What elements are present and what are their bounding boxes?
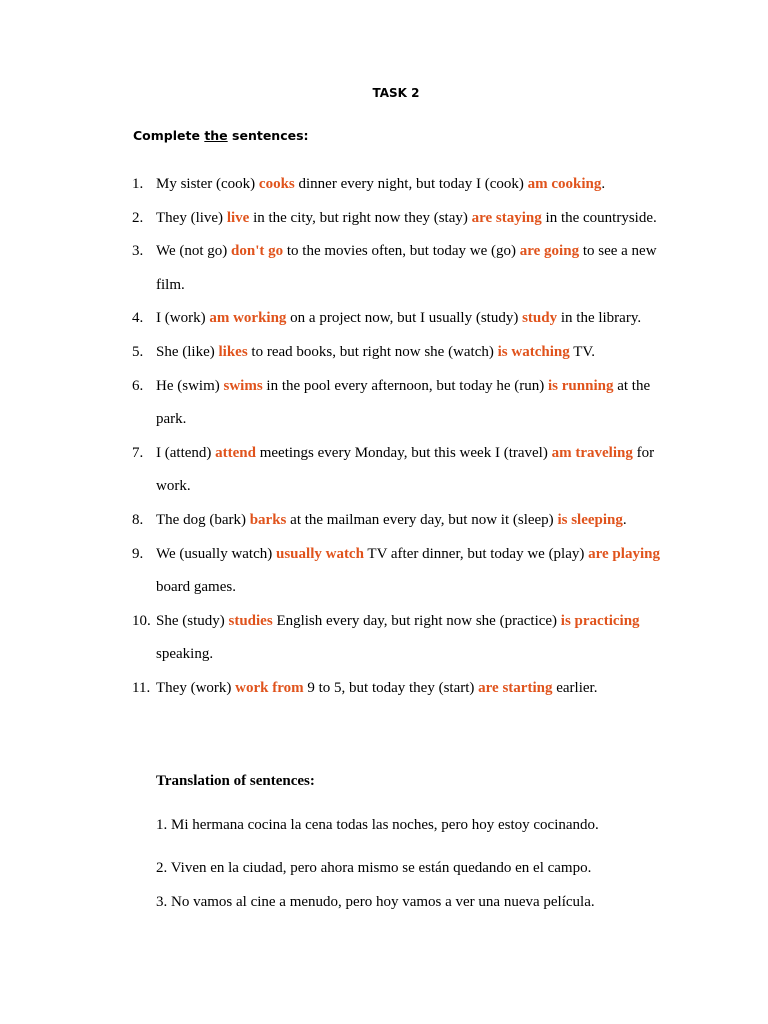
sentence-text: We (usually watch)	[156, 545, 276, 562]
answer-text: am cooking	[527, 176, 602, 192]
sentence-text: I (attend)	[156, 444, 216, 461]
sentence-text: I (work)	[156, 310, 210, 327]
answer-text: is running	[548, 377, 614, 394]
sentence-text: She (like)	[156, 343, 219, 360]
exercise-item	[132, 605, 672, 672]
sentence-text: in the city, but right now they (stay)	[249, 209, 472, 226]
sentence-text: to read books, but right now she (watch)	[247, 343, 498, 360]
sentence-text: The dog (bark)	[156, 511, 250, 528]
instruction-after: sentences:	[227, 128, 309, 143]
exercise-item	[132, 235, 672, 302]
sentence-text: to see a new film.	[156, 243, 657, 293]
sentence-text: English every day, but right now she (practice)	[272, 612, 561, 629]
instruction-underlined: the	[204, 128, 228, 143]
exercise-item	[132, 370, 672, 437]
answer-text: is sleeping	[557, 511, 623, 528]
sentence-text: in the library.	[557, 310, 642, 327]
answer-text: likes	[218, 343, 248, 360]
sentence-text: She (study)	[156, 612, 229, 629]
exercise-item	[132, 437, 672, 504]
answer-text: is practicing	[560, 612, 640, 629]
sentence-text: on a project now, but I usually (study)	[286, 310, 523, 327]
exercise-item	[132, 504, 672, 538]
sentence-text: They (live)	[156, 209, 227, 226]
answer-text: barks	[249, 511, 287, 528]
exercise-number: 7.	[132, 444, 144, 461]
sentence-text: TV.	[569, 343, 596, 360]
instruction-before: Complete	[133, 128, 205, 143]
exercise-number: 9.	[132, 545, 144, 562]
exercise-number: 5.	[132, 343, 144, 360]
answer-text: are going	[519, 243, 580, 260]
exercise-item	[132, 302, 672, 336]
answer-text: are playing	[588, 545, 660, 562]
exercise-number: 2.	[132, 209, 144, 226]
exercise-number: 4.	[132, 310, 144, 327]
answer-text: study	[522, 310, 558, 327]
sentence-text: for work.	[156, 444, 655, 495]
sentence-text: .	[622, 511, 627, 528]
sentence-text: My sister (cook)	[156, 176, 259, 192]
sentence-text: He (swim)	[156, 377, 224, 394]
exercise-number: 1.	[132, 176, 144, 192]
sentence-text: meetings every Monday, but this week I (travel)	[255, 444, 552, 461]
answer-text: swims	[223, 377, 263, 394]
exercise-number: 3.	[132, 243, 144, 260]
answer-text: live	[226, 209, 250, 226]
exercise-item	[132, 538, 672, 605]
exercise-number: 10.	[132, 612, 151, 629]
answer-text: studies	[228, 612, 273, 629]
sentence-text: at the park.	[156, 377, 651, 428]
exercise-number: 6.	[132, 377, 144, 394]
instruction	[133, 128, 309, 143]
answer-text: is watching	[497, 343, 570, 360]
sentence-text: in the pool every afternoon, but today he (run)	[262, 377, 549, 394]
exercise-number: 8.	[132, 511, 144, 528]
sentence-text: They (work)	[156, 679, 236, 696]
exercise-item	[132, 672, 672, 706]
answer-text: attend	[215, 444, 256, 461]
answer-text: are starting	[478, 679, 553, 696]
sentence-text: .	[601, 176, 606, 192]
sentence-text: TV after dinner, but today we (play)	[363, 545, 589, 562]
translation-3: 3. No vamos al cine a menudo, pero hoy vamos a ver una nueva película.	[156, 894, 595, 910]
answer-text: cooks	[258, 176, 295, 192]
sentence-text: earlier.	[552, 679, 598, 696]
answer-text: usually watch	[276, 545, 364, 562]
sentence-text: in the countryside.	[541, 209, 657, 226]
answer-text: am working	[209, 310, 287, 327]
translation-1: 1. Mi hermana cocina la cena todas las noches, pero hoy estoy cocinando.	[156, 817, 599, 833]
answer-text: don't go	[231, 243, 284, 260]
sentence-text: to the movies often, but today we (go)	[283, 243, 520, 260]
answer-text: work from	[235, 679, 304, 696]
task-title: TASK 2	[372, 86, 420, 100]
sentence-text: speaking.	[156, 646, 214, 663]
sentence-text: dinner every night, but today I (cook)	[294, 176, 528, 192]
sentence-text: at the mailman every day, but now it (sleep)	[286, 511, 558, 528]
exercise-item	[132, 336, 672, 370]
translation-heading: Translation of sentences:	[156, 773, 315, 789]
sentence-text: 9 to 5, but today they (start)	[303, 679, 479, 696]
exercise-item	[132, 168, 672, 202]
translation-2: 2. Viven en la ciudad, pero ahora mismo se están quedando en el campo.	[156, 860, 592, 876]
exercise-item	[132, 202, 672, 236]
answer-text: am traveling	[551, 444, 633, 461]
exercise-number: 11.	[132, 679, 151, 696]
exercise-list	[132, 168, 672, 706]
sentence-text: We (not go)	[156, 243, 232, 260]
answer-text: are staying	[471, 209, 542, 226]
sentence-text: board games.	[156, 579, 236, 596]
